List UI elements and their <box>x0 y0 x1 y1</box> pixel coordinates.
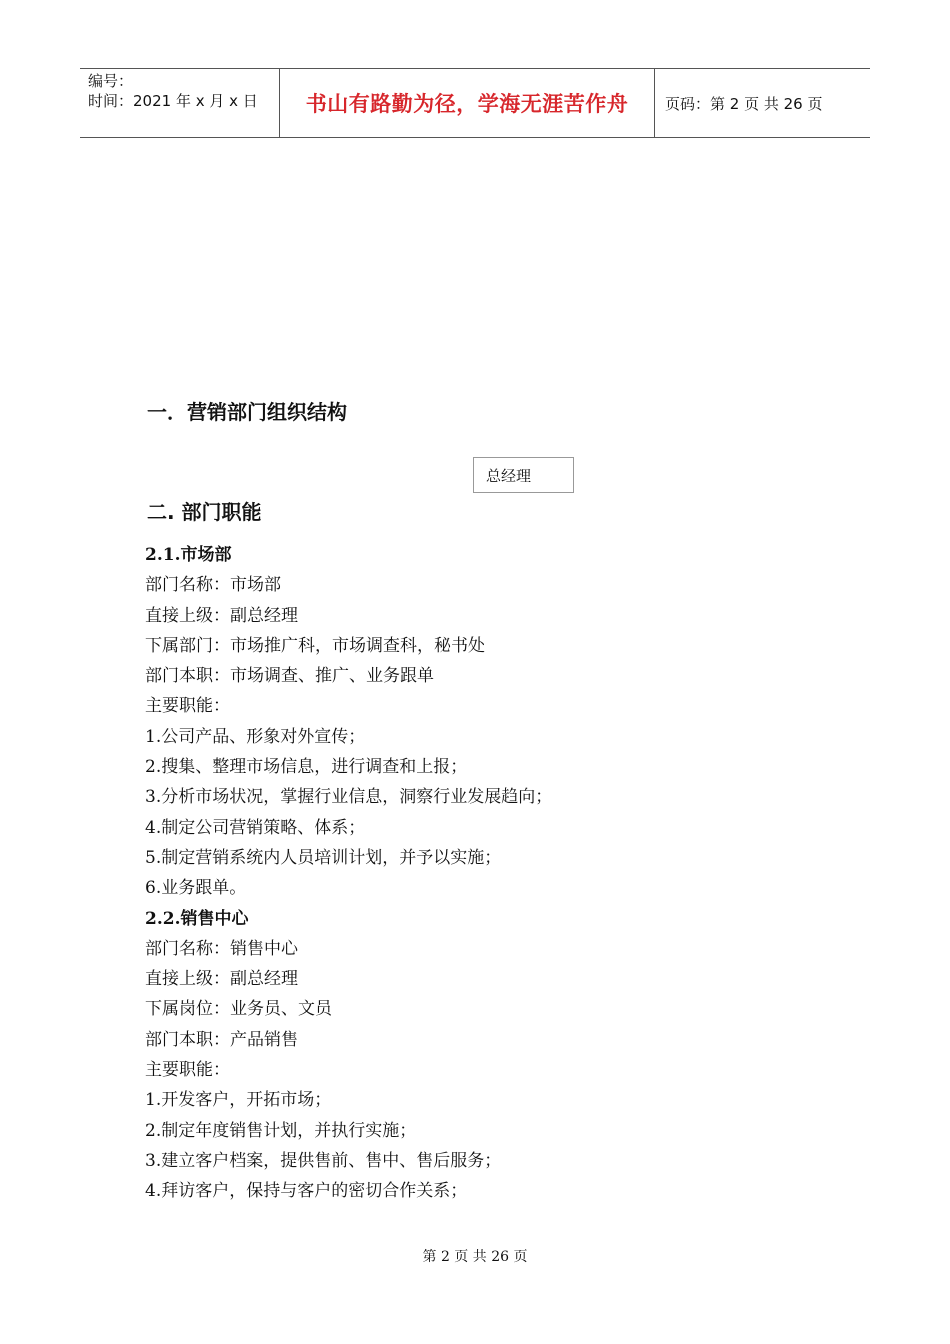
header-meta <box>80 69 280 137</box>
list-item: 4.制定公司营销策略、体系； <box>145 817 366 838</box>
text-line: 主要职能： <box>145 696 230 717</box>
subsection-title: 2.2.销售中心 <box>145 908 249 929</box>
list-item: 4.拜访客户，保持与客户的密切合作关系； <box>145 1181 468 1202</box>
list-item: 2.搜集、整理市场信息，进行调查和上报； <box>145 757 468 778</box>
list-item: 2.制定年度销售计划，并执行实施； <box>145 1120 417 1141</box>
section2-title: 二. 部门职能 <box>147 500 262 524</box>
header-page-info: 页码：第 2 页 共 26 页 <box>665 94 823 113</box>
section1-title: 一．营销部门组织结构 <box>147 400 347 424</box>
time-label: 时间：2021 年 x 月 x 日 <box>88 92 258 110</box>
org-chart-box-general-manager: 总经理 <box>473 457 574 493</box>
number-label: 编号： <box>88 72 134 90</box>
text-line: 部门名称：销售中心 <box>145 938 298 959</box>
text-line: 部门本职：市场调查、推广、业务跟单 <box>145 666 434 687</box>
text-line: 下属岗位：业务员、文员 <box>145 999 332 1020</box>
department-functions <box>145 540 845 1207</box>
list-item: 5.制定营销系统内人员培训计划，并予以实施； <box>145 847 502 868</box>
text-line: 下属部门：市场推广科，市场调查科，秘书处 <box>145 635 485 656</box>
list-item: 6.业务跟单。 <box>145 878 247 899</box>
text-line: 直接上级：副总经理 <box>145 969 298 990</box>
subsection-title: 2.1.市场部 <box>145 545 232 565</box>
text-line: 直接上级：副总经理 <box>145 605 298 626</box>
list-item: 3.分析市场状况，掌握行业信息，洞察行业发展趋向； <box>145 787 553 808</box>
list-item: 3.建立客户档案，提供售前、售中、售后服务； <box>145 1150 502 1171</box>
text-line: 部门本职：产品销售 <box>145 1029 298 1050</box>
list-item: 1.开发客户，开拓市场； <box>145 1090 332 1111</box>
list-item: 1.公司产品、形象对外宣传； <box>145 726 366 747</box>
header-motto: 书山有路勤为径，学海无涯苦作舟 <box>280 69 655 137</box>
page-header <box>80 68 870 138</box>
text-line: 部门名称：市场部 <box>145 575 281 596</box>
page-footer: 第 2 页 共 26 页 <box>422 1249 528 1265</box>
text-line: 主要职能： <box>145 1060 230 1081</box>
